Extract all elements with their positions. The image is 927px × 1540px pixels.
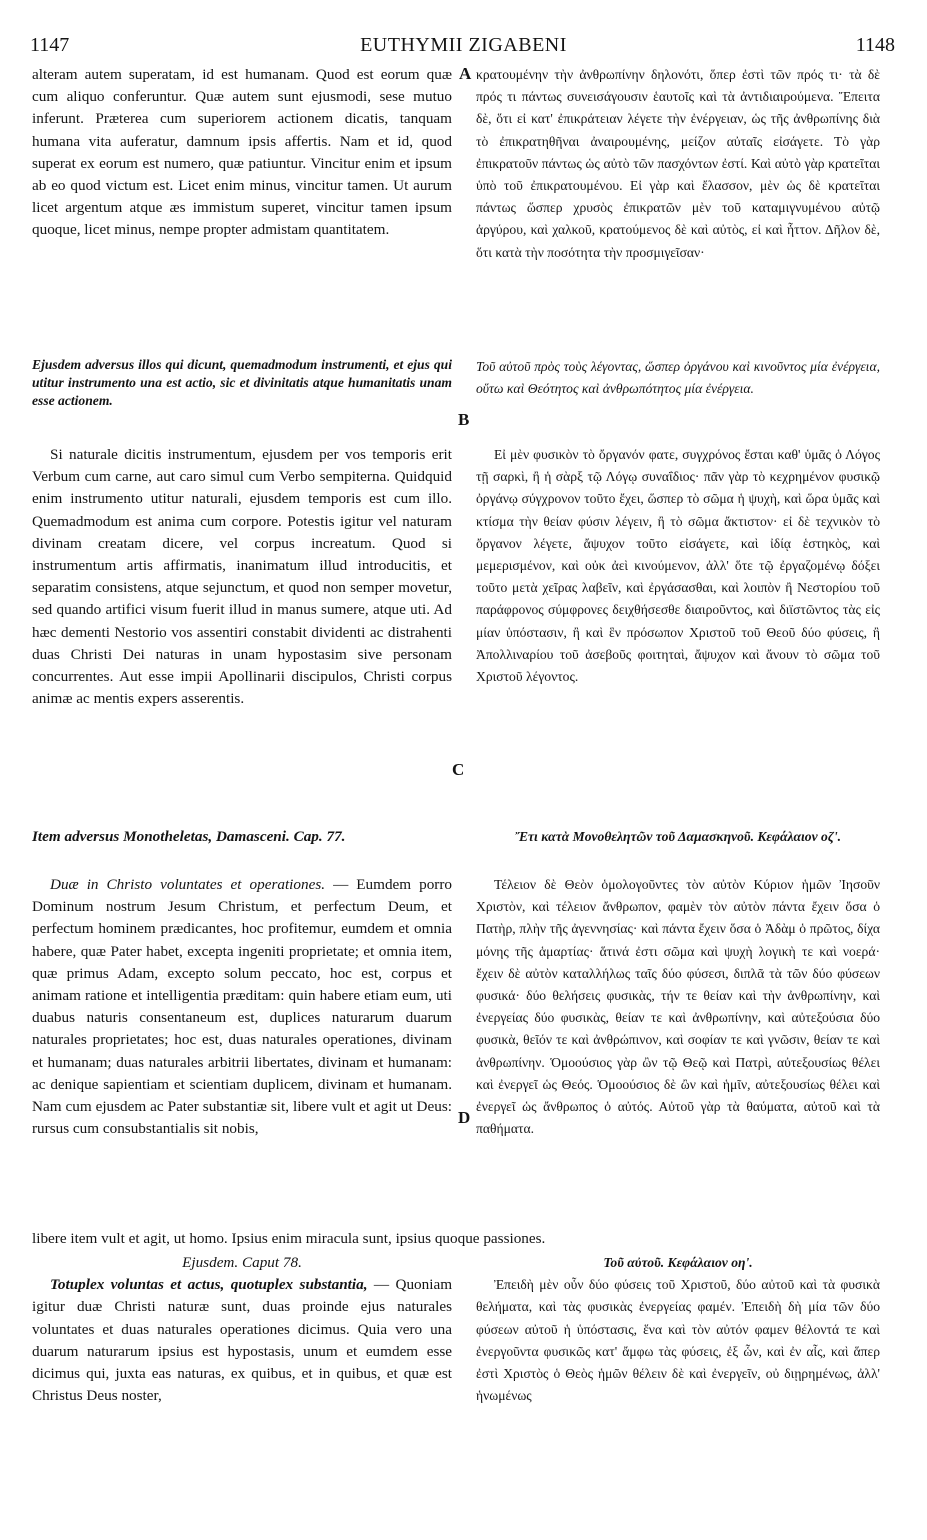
latin-heading-1-text: Ejusdem adversus illos qui dicunt, quemadmodum instrumenti, et ejus qui utitur instrumento una est actio, sic et divinitatis atque humanitatis unam esse actionem.	[32, 357, 452, 408]
greek-heading-1-text: Τοῦ αὐτοῦ πρὸς τοὺς λέγοντας, ὥσπερ ὀργάνου καὶ κινοῦντος μία ἐνέργεια, οὕτω καὶ Θεότητος καὶ ἀνθρωπότητος μία ἐνέργεια.	[476, 359, 880, 397]
greek-heading-3: Τοῦ αὐτοῦ. Κεφάλαιον οη'.	[603, 1255, 753, 1270]
margin-marker-a: A	[459, 64, 472, 83]
greek-heading-1	[476, 356, 880, 400]
greek-section-3	[476, 1252, 880, 1407]
greek-heading-2-text: Ἔτι κατὰ Μονοθελητῶν τοῦ Δαμασκηνοῦ. Κεφάλαιον οζ'.	[514, 829, 842, 844]
latin-paragraph-1	[32, 444, 452, 710]
latin-paragraph-1-text: Si naturale dicitis instrumentum, ejusdem per vos temporis erit Verbum cum carne, aut caro simul cum Verbo sempiterna. Quidquid enim instrumento utitur naturali, ejusdem temporis est cum illo. Quemadmodum est anima cum corpore. Potestis igitur vel naturam divinam creatam dicere, vel corpus increatum. Quod si instrumentum artis affirmatis, inanimatum illud introducitis, et separatim consistens, atque sejunctum, et quod non semper movetur, sed quando artifici visum fuerit illud in manus sumere, atque uti. Ad hæc dementi Nestorio vos assentiri constabit dividenti ac distrahenti duas Christi Dei naturas in unam hypostasim sive personam concurrentes. Aut esse impii Apollinarii discipulos, Christi corpus animæ ac mentis expers asserentis.	[32, 446, 452, 708]
latin-paragraph-2-lead: Duæ in Christo voluntates et operationes.	[50, 876, 326, 893]
margin-marker-b: B	[458, 410, 470, 429]
margin-marker-c: C	[452, 760, 465, 779]
greek-intro	[476, 64, 880, 264]
greek-paragraph-3-text: Ἐπειδὴ μὲν οὖν δύο φύσεις τοῦ Χριστοῦ, δύο αὐτοῦ καὶ τὰ φυσικὰ θελήματα, καὶ τὰς φυσικὰς ἐνεργείας φαμέν. Ἐπειδὴ δὴ μία τῶν δύο φύσεων αὐτοῦ ἡ ὑπόστασις, ἕνα καὶ τὸν αὐτόν φαμεν θέλοντά τε καὶ ἐνεργοῦντα φυσικῶς κατ' ἄμφω τὰς φύσεις, ἐξ ὧν, καὶ ἐν αἷς, καὶ ἅπερ ἐστὶ Χριστὸς ὁ Θεὸς ἡμῶν θέλειν δὲ καὶ ἐνεργεῖν, οὐ διῃρημένως, ἀλλ' ἡνωμένως	[476, 1277, 880, 1404]
latin-section-3	[32, 1252, 452, 1407]
latin-paragraph-3-text: — Quoniam igitur duæ Christi naturæ sunt, duas proinde ejus naturales voluntates et duas naturales operationes dicimus. Quia vero una duarum naturarum ipsius est hypostasis, unum et eumdem esse dicimus qui, juxta eas naturas, ex quibus, et in quibus, et quæ est Christus Deus noster,	[32, 1276, 453, 1405]
latin-intro	[32, 64, 452, 242]
latin-paragraph-3-lead: Totuplex voluntas et actus, quotuplex substantia,	[50, 1276, 368, 1294]
latin-heading-1	[32, 356, 452, 410]
greek-paragraph-2	[476, 874, 880, 1140]
page-number-left: 1147	[30, 34, 70, 56]
greek-paragraph-1-text: Εἰ μὲν φυσικὸν τὸ ὄργανόν φατε, συγχρόνος ἔσται καθ' ὑμᾶς ὁ Λόγος τῇ σαρκὶ, ἢ ἡ σὰρξ τῷ Λόγῳ συναΐδιος· πᾶν γὰρ τὸ κεχρημένον φυσικῷ ὀργάνῳ σύγχρονον τοῦτο ἔχει, ὥσπερ τὸ σῶμα ἡ ψυχὴ, καὶ ὥρα ὑμᾶς καὶ κτίσμα τὴν θείαν φύσιν λέγειν, ἢ τὸ σῶμα ἄκτιστον· εἰ δὲ τεχνικὸν τὸ ὄργανον λέγετε, ἄψυχον τοῦτο εἰσάγετε, καὶ ἰδίᾳ ἑστηκὸς, καὶ μεμερισμένον, καὶ οὐκ ἀεὶ κινούμενον, ἀλλ' ὅτε τῷ ἐργαζομένῳ δόξει τοῦτο μετὰ χεῖρας λαβεῖν, καὶ ἐργάσασθαι, καὶ λοιπὸν ἢ Νεστορίου τοῦ παράφρονος σύμφρονες δειχθήσεσθε διαιροῦντος, καὶ διϊστῶντος τὰς εἰς μίαν ὑπόστασιν, ἢ καὶ ἓν πρόσωπον Χριστοῦ τοῦ Θεοῦ δύο φύσεις, ἢ Ἀπολλιναρίου τοῦ ἀσεβοῦς φοιτηταὶ, ἄψυχον καὶ ἄνουν τὸ σῶμα τοῦ Χριστοῦ λέγοντος.	[476, 447, 880, 685]
page-header	[0, 34, 927, 58]
margin-marker-d: D	[458, 1108, 471, 1127]
latin-paragraph-2-text: — Eumdem porro Dominum nostrum Jesum Christum, et perfectum Deum, et perfectum hominem prædicantes, hoc profitemur, eumdem et omnia habere, quæ Pater habet, excepta ingeniti proprietate; et omnia item, quæ primus Adam, excepto solum peccato, hoc est, corpus et animam ratione et intelligentia præditam: quin habere etiam eum, uti duabus naturis consentaneum est, duplices naturarum duarum naturales proprietates; hoc est, duas naturales operationes, divinam et humanam; duas naturales arbitrii libertates, divinam et humanam: ac denique sapientiam et scientiam duplicem, divinam et humanam. Nam cum ejusdem ac Pater substantiæ sit, libere vult et agit ut Deus: rursus cum consubstantialis sit nobis,	[32, 876, 453, 1138]
greek-intro-text: κρατουμένην τὴν ἀνθρωπίνην δηλονότι, ὅπερ ἐστὶ τῶν πρός τι· τὰ δὲ πρός τι πάντως συνεισάγουσιν ἑαυτοῖς καὶ τὰ ἀντιδιαιρούμενα. Ἔπειτα δὲ, ὅτι εἰ κατ' ἐπικράτειαν λέγετε τὴν ἐνέργειαν, ὡς τῆς ἀνθρωπίνης διὰ τὸ ἐπικρατηθῆναι ἀναιρουμένης, μείζον αὐταῖς εἰσάγετε. Τὸ γὰρ ἐπικρατοῦν πάντως ὡς αὐτὸ τῶν πασχόντων ἐστί. Καὶ αὐτὸ γὰρ κρατεῖται ὑπὸ τοῦ ἐπικρατουμένου. Εἰ γὰρ καὶ ἔλασσον, μὲν ὡς δὲ κρατεῖται πάντως ὥσπερ χρυσὸς ἐπικρατῶν μὲν τοῦ καταμιγνυμένου αὐτῷ ἀργύρου, καὶ χαλκοῦ, κρατούμενος δὲ καὶ αὐτὸς, εἰ καὶ ἧττον. Δῆλον δὲ, ὅτι κατὰ τὴν ποσότητα τὴν προσμιγεῖσαν·	[476, 67, 880, 260]
latin-heading-2	[32, 826, 452, 848]
latin-paragraph-2	[32, 874, 452, 1140]
greek-paragraph-2-text: Τέλειον δὲ Θεὸν ὁμολογοῦντες τὸν αὐτὸν Κύριον ἡμῶν Ἰησοῦν Χριστὸν, καὶ τέλειον ἄνθρωπον, φαμὲν τὸν αὐτὸν πάντα ἔχειν ὅσα ὁ Πατὴρ, πλὴν τῆς ἀγεννησίας· καὶ πάντα ἔχειν ὅσα ὁ Ἀδὰμ ὁ πρῶτος, δίχα μόνης τῆς ἁμαρτίας· ἅτινά ἐστι σῶμα καὶ ψυχὴ λογικὴ τε καὶ νοερά· ἔχειν δὲ αὐτὸν καταλλήλως ταῖς δύο φύσεσι, διπλᾶ τὰ τῶν δύο φύσεων φυσικά· δύο θελήσεις φυσικὰς, τήν τε θείαν καὶ τὴν ἀνθρωπίνην, καὶ ἐνεργείας δύο φυσικὰς, θείαν τε καὶ ἀνθρωπίνην, καὶ αὐτεξούσια δύο φυσικὰ, θεῖόν τε καὶ ἀνθρώπινον, καὶ σοφίαν τε καὶ γνῶσιν, θείαν τε καὶ ἀνθρωπίνην. Ὁμοούσιος γὰρ ὢν τῷ Θεῷ καὶ Πατρὶ, αὐτεξουσίως θέλει καὶ ἐνεργεῖ ὡς Θεός. Ὁμοούσιος δὲ ὢν καὶ ἡμῖν, αὐτεξουσίως θέλει καὶ ἐνεργεῖ ὡς ἄνθρωπος ὁ αὐτός. Αὐτοῦ γὰρ τὰ θαύματα, αὐτοῦ καὶ τὰ παθήματα.	[476, 877, 880, 1137]
latin-full-width-line-text: libere item vult et agit, ut homo. Ipsius enim miracula sunt, ipsius quoque passiones.	[32, 1230, 546, 1247]
latin-heading-3: Ejusdem. Caput 78.	[182, 1254, 302, 1271]
latin-full-width-line	[32, 1228, 892, 1250]
greek-paragraph-1	[476, 444, 880, 688]
running-title: EUTHYMII ZIGABENI	[360, 34, 567, 56]
page-number-right: 1148	[855, 34, 895, 56]
greek-heading-2	[476, 826, 880, 848]
latin-heading-2-text: Item adversus Monotheletas, Damasceni. Cap. 77.	[32, 828, 346, 845]
latin-intro-text: alteram autem superatam, id est humanam. Quod est eorum quæ cum aliquo conferuntur. Quæ autem sunt ejusmodi, sese mutuo inferunt. Præterea cum superiorem actionem dicatis, tanquam humana vita auferatur, damnum ipsis affertis. Nam et id, quod superat ex eorum est numero, quæ patiuntur. Vincitur enim et ipsum ab eo quod victum est. Licet enim minus, vincitur tamen. Ut aurum licet argentum atque æs immistum superet, vincitur tamen ipsum quoque, licet minus, nempe propter admistam quantitatem.	[32, 66, 452, 239]
